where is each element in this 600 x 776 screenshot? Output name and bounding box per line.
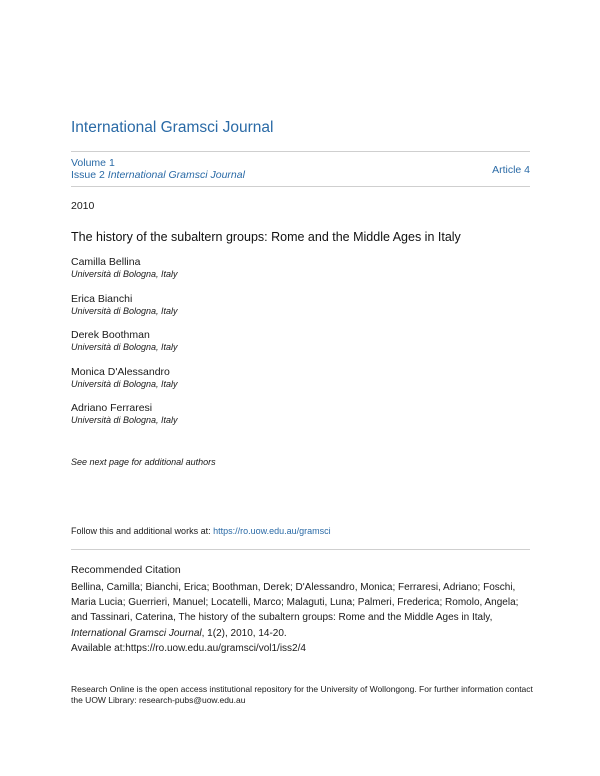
- author-affiliation: Università di Bologna, Italy: [71, 342, 178, 352]
- author-affiliation: Università di Bologna, Italy: [71, 305, 178, 316]
- author-name: Camilla Bellina: [71, 256, 141, 268]
- issue-prefix: Issue 2: [71, 169, 105, 181]
- article-link[interactable]: Article 4: [492, 164, 530, 176]
- publication-year: 2010: [71, 200, 95, 212]
- citation-body: [71, 580, 533, 656]
- more-authors-note: See next page for additional authors: [71, 457, 216, 467]
- author-name: Monica D'Alessandro: [71, 365, 170, 378]
- author-entry: [71, 293, 178, 330]
- author-affiliation: Università di Bologna, Italy: [71, 269, 178, 279]
- citation-heading: Recommended Citation: [71, 564, 181, 576]
- repository-footer: Research Online is the open access institutional repository for the University of Wollongong. For further information contact the UOW Library: research-pubs@uow.edu.au: [71, 684, 533, 705]
- issue-journal: International Gramsci Journal: [107, 169, 245, 181]
- author-name: Erica Bianchi: [71, 292, 133, 305]
- citation-available[interactable]: Available at:https://ro.uow.edu.au/gramsci/vol1/iss2/4: [71, 642, 306, 654]
- citation-journal: International Gramsci Journal: [71, 627, 202, 639]
- author-affiliation: Università di Bologna, Italy: [71, 415, 178, 425]
- volume-link[interactable]: Volume 1: [71, 157, 115, 169]
- author-name: Derek Boothman: [71, 329, 150, 341]
- issue-link[interactable]: [71, 169, 245, 181]
- collection-link[interactable]: https://ro.uow.edu.au/gramsci: [213, 526, 331, 536]
- author-entry: [71, 366, 178, 403]
- divider-citation: [71, 549, 530, 550]
- journal-title-link[interactable]: International Gramsci Journal: [71, 119, 274, 136]
- author-list: [71, 256, 178, 439]
- author-name: Adriano Ferraresi: [71, 402, 153, 414]
- citation-details: , 1(2), 2010, 14-20.: [201, 627, 287, 639]
- volume-issue-block: [71, 157, 245, 181]
- follow-text: Follow this and additional works at:: [71, 526, 214, 536]
- follow-line: [71, 526, 331, 536]
- author-entry: [71, 402, 178, 439]
- citation-text: Bellina, Camilla; Bianchi, Erica; Boothman, Derek; D'Alessandro, Monica; Ferraresi, Adriano; Foschi, Maria Lucia; Guerrieri, Manuel; Locatelli, Marco; Malaguti, Luna; Palmeri, Frederica; Romolo, Angela; and Tassinari, Caterina, The history of the subaltern groups: Rome and the Middle Ages in Italy,: [71, 582, 519, 624]
- author-entry: [71, 329, 178, 366]
- paper-title: The history of the subaltern groups: Rome and the Middle Ages in Italy: [71, 230, 461, 244]
- divider-top: [71, 151, 530, 152]
- divider-issue: [71, 186, 530, 187]
- author-affiliation: Università di Bologna, Italy: [71, 378, 178, 389]
- author-entry: [71, 256, 178, 293]
